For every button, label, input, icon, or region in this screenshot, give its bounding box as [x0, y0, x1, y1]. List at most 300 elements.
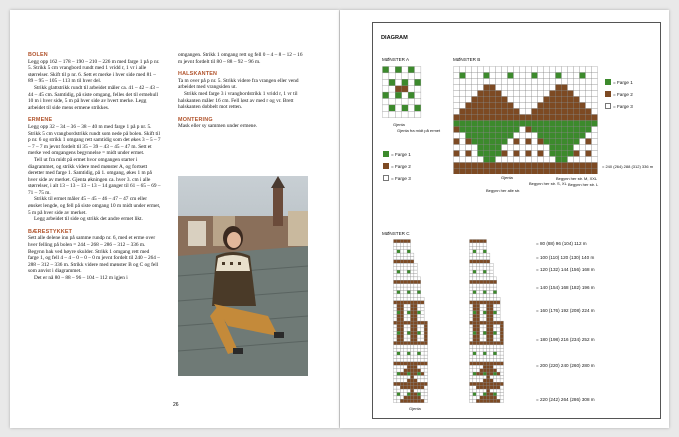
grid-cell — [497, 297, 500, 300]
grid-cell — [417, 389, 420, 392]
grid-cell — [490, 287, 493, 290]
grid-cell — [476, 348, 479, 351]
grid-cell — [470, 376, 473, 379]
grid-cell — [466, 91, 472, 97]
grid-cell — [520, 121, 526, 127]
grid-cell — [496, 121, 502, 127]
grid-cell — [470, 352, 473, 355]
grid-cell — [500, 338, 503, 341]
grid-cell — [400, 297, 403, 300]
grid-cell — [586, 97, 592, 103]
grid-cell — [394, 301, 397, 304]
grid-cell — [424, 379, 427, 382]
stitch-count-c: = 200 (220) 240 (260) 280 m — [536, 363, 595, 368]
grid-cell — [394, 382, 397, 385]
grid-cell — [411, 328, 414, 331]
grid-cell — [470, 342, 473, 345]
grid-cell — [490, 362, 493, 365]
grid-cell — [478, 79, 484, 85]
grid-cell — [493, 335, 496, 338]
grid-cell — [424, 348, 427, 351]
grid-cell — [454, 115, 460, 121]
paragraph: Ta m over på p nr. 5. Strikk videre fra vrangen eller vend arbeidet med vrangsiden ut. — [178, 77, 299, 91]
grid-cell — [424, 335, 427, 338]
grid-cell — [476, 382, 479, 385]
grid-cell — [394, 274, 397, 277]
grid-cell — [424, 376, 427, 379]
grid-cell — [483, 294, 486, 297]
grid-cell — [407, 372, 410, 375]
grid-cell — [473, 372, 476, 375]
grid-cell — [490, 79, 496, 85]
grid-cell — [472, 85, 478, 91]
grid-cell — [514, 103, 520, 109]
grid-cell — [411, 280, 414, 283]
grid-cell — [424, 362, 427, 365]
grid-cell — [470, 389, 473, 392]
grid-cell — [476, 253, 479, 256]
sweater-photo — [178, 176, 308, 376]
grid-cell — [397, 382, 400, 385]
grid-cell — [460, 79, 466, 85]
grid-cell — [407, 362, 410, 365]
grid-cell — [544, 103, 550, 109]
grid-cell — [476, 243, 479, 246]
grid-cell — [414, 321, 417, 324]
grid-cell — [493, 304, 496, 307]
grid-cell — [538, 109, 544, 115]
grid-cell — [514, 163, 520, 169]
grid-cell — [483, 335, 486, 338]
grid-cell — [490, 267, 493, 270]
grid-cell — [394, 284, 397, 287]
grid-cell — [483, 382, 486, 385]
grid-cell — [574, 121, 580, 127]
grid-cell — [497, 399, 500, 402]
grid-cell — [497, 362, 500, 365]
grid-cell — [407, 342, 410, 345]
grid-cell — [414, 297, 417, 300]
grid-cell — [424, 382, 427, 385]
grid-cell — [466, 163, 472, 169]
grid-cell — [550, 151, 556, 157]
grid-cell — [394, 311, 397, 314]
grid-cell — [411, 393, 414, 396]
grid-cell — [493, 355, 496, 358]
grid-cell — [574, 157, 580, 163]
grid-cell — [473, 376, 476, 379]
grid-cell — [562, 85, 568, 91]
grid-cell — [460, 97, 466, 103]
grid-cell — [480, 393, 483, 396]
grid-cell — [544, 91, 550, 97]
grid-cell — [526, 109, 532, 115]
grid-cell — [421, 359, 424, 362]
grid-cell — [454, 169, 460, 175]
grid-cell — [397, 301, 400, 304]
grid-cell — [411, 379, 414, 382]
grid-cell — [397, 274, 400, 277]
grid-cell — [476, 355, 479, 358]
grid-cell — [490, 376, 493, 379]
diagram-frame — [372, 22, 661, 419]
grid-cell — [404, 280, 407, 283]
grid-cell — [424, 325, 427, 328]
grid-cell — [478, 127, 484, 133]
grid-cell — [470, 287, 473, 290]
stitch-count-c: = 80 (88) 96 (104) 112 m — [536, 241, 587, 246]
grid-cell — [526, 97, 532, 103]
grid-cell — [493, 393, 496, 396]
grid-cell — [500, 342, 503, 345]
grid-cell — [400, 311, 403, 314]
grid-cell — [496, 139, 502, 145]
grid-cell — [476, 342, 479, 345]
grid-cell — [400, 318, 403, 321]
grid-cell — [544, 85, 550, 91]
grid-cell — [460, 91, 466, 97]
grid-cell — [480, 318, 483, 321]
grid-cell — [424, 399, 427, 402]
grid-cell — [470, 321, 473, 324]
grid-cell — [414, 308, 417, 311]
grid-cell — [544, 127, 550, 133]
grid-cell — [487, 359, 490, 362]
grid-cell — [476, 345, 479, 348]
grid-cell — [404, 250, 407, 253]
grid-cell — [404, 345, 407, 348]
grid-cell — [473, 250, 476, 253]
grid-cell — [478, 133, 484, 139]
grid-cell — [480, 379, 483, 382]
monster-a-label: MØNSTER A — [382, 57, 410, 62]
grid-cell — [460, 67, 466, 73]
grid-cell — [490, 345, 493, 348]
grid-cell — [394, 335, 397, 338]
grid-cell — [580, 169, 586, 175]
grid-cell — [400, 277, 403, 280]
grid-cell — [408, 92, 414, 98]
grid-cell — [397, 399, 400, 402]
grid-cell — [480, 338, 483, 341]
grid-cell — [556, 115, 562, 121]
grid-cell — [424, 396, 427, 399]
grid-cell — [476, 260, 479, 263]
grid-cell — [480, 399, 483, 402]
grid-cell — [397, 294, 400, 297]
grid-cell — [574, 139, 580, 145]
grid-cell — [497, 365, 500, 368]
grid-cell — [417, 328, 420, 331]
grid-cell — [526, 157, 532, 163]
grid-cell — [473, 393, 476, 396]
grid-cell — [490, 359, 493, 362]
grid-cell — [550, 103, 556, 109]
grid-cell — [415, 99, 421, 105]
grid-cell — [500, 352, 503, 355]
grid-cell — [421, 352, 424, 355]
grid-cell — [562, 109, 568, 115]
grid-cell — [404, 399, 407, 402]
grid-cell — [493, 318, 496, 321]
grid-cell — [538, 73, 544, 79]
grid-cell — [476, 246, 479, 249]
grid-cell — [562, 67, 568, 73]
grid-cell — [493, 345, 496, 348]
grid-cell — [500, 348, 503, 351]
grid-cell — [476, 270, 479, 273]
grid-cell — [400, 267, 403, 270]
grid-cell — [476, 325, 479, 328]
grid-cell — [421, 331, 424, 334]
grid-cell — [526, 85, 532, 91]
grid-cell — [592, 169, 598, 175]
grid-cell — [483, 257, 486, 260]
grid-cell — [421, 379, 424, 382]
grid-cell — [472, 103, 478, 109]
grid-cell — [476, 331, 479, 334]
grid-cell — [496, 145, 502, 151]
grid-cell — [460, 127, 466, 133]
grid-cell — [586, 163, 592, 169]
grid-cell — [480, 314, 483, 317]
grid-cell — [592, 139, 598, 145]
grid-cell — [424, 372, 427, 375]
grid-cell — [592, 109, 598, 115]
grid-cell — [487, 386, 490, 389]
grid-cell — [421, 396, 424, 399]
grid-cell — [397, 277, 400, 280]
grid-cell — [544, 97, 550, 103]
grid-cell — [414, 263, 417, 266]
grid-cell — [383, 86, 389, 92]
grid-cell — [470, 277, 473, 280]
grid-cell — [395, 79, 401, 85]
grid-cell — [414, 331, 417, 334]
grid-cell — [493, 338, 496, 341]
grid-cell — [483, 314, 486, 317]
grid-cell — [424, 352, 427, 355]
grid-cell — [562, 133, 568, 139]
grid-cell — [394, 345, 397, 348]
grid-cell — [411, 284, 414, 287]
grid-cell — [470, 274, 473, 277]
grid-cell — [470, 260, 473, 263]
grid-cell — [480, 311, 483, 314]
grid-cell — [496, 97, 502, 103]
grid-cell — [483, 348, 486, 351]
grid-cell — [483, 352, 486, 355]
grid-cell — [562, 97, 568, 103]
grid-cell — [490, 133, 496, 139]
grid-cell — [592, 67, 598, 73]
grid-cell — [415, 105, 421, 111]
grid-cell — [562, 169, 568, 175]
grid-cell — [580, 121, 586, 127]
grid-cell — [470, 294, 473, 297]
grid-cell — [472, 115, 478, 121]
grid-cell — [417, 386, 420, 389]
grid-cell — [414, 399, 417, 402]
grid-cell — [400, 240, 403, 243]
grid-cell — [404, 277, 407, 280]
grid-cell — [493, 325, 496, 328]
grid-cell — [408, 73, 414, 79]
grid-cell — [480, 389, 483, 392]
grid-cell — [484, 133, 490, 139]
grid-cell — [502, 115, 508, 121]
grid-cell — [454, 85, 460, 91]
grid-cell — [414, 359, 417, 362]
grid-cell — [476, 335, 479, 338]
grid-cell — [417, 348, 420, 351]
grid-cell — [408, 99, 414, 105]
grid-cell — [483, 311, 486, 314]
grid-cell — [586, 85, 592, 91]
grid-cell — [397, 280, 400, 283]
grid-cell — [500, 389, 503, 392]
grid-cell — [493, 369, 496, 372]
grid-cell — [411, 355, 414, 358]
paragraph: Strikk til ermet måler 45 – 45 – 46 – 47 – 47 cm eller ønsket lengde, og fell på siste omgang 10 m midt under ermet, 5 m på hver side av merket. — [28, 196, 161, 216]
grid-cell — [466, 133, 472, 139]
grid-cell — [394, 243, 397, 246]
stitch-count-c: = 180 (198) 216 (234) 252 m — [536, 337, 595, 342]
grid-cell — [476, 250, 479, 253]
grid-cell — [473, 369, 476, 372]
grid-cell — [404, 335, 407, 338]
grid-cell — [397, 331, 400, 334]
grid-cell — [394, 253, 397, 256]
grid-cell — [400, 362, 403, 365]
grid-cell — [568, 103, 574, 109]
grid-cell — [473, 260, 476, 263]
grid-cell — [580, 85, 586, 91]
grid-cell — [568, 163, 574, 169]
legend-label: = Farge 3 — [613, 104, 633, 109]
grid-cell — [414, 376, 417, 379]
grid-cell — [497, 345, 500, 348]
grid-cell — [404, 291, 407, 294]
grid-cell — [411, 291, 414, 294]
grid-cell — [480, 369, 483, 372]
grid-cell — [490, 393, 493, 396]
grid-cell — [394, 389, 397, 392]
paragraph: Legg opp 32 – 34 – 36 – 38 – 40 m med farge 1 på p nr. 5. Strikk 5 cm vrangbordstrikk rundt som nede på bolen. Skift til p nr. 6 og strikk 1 omgang rett samtidig som det økes 3 – 5 – 7 – 7 – 7 m jevnt fordelt til 35 – 39 – 43 – 45 – 47 m. Sett et merke ved omgangens begynnelse = midt under ermet. — [28, 123, 161, 157]
grid-cell — [407, 325, 410, 328]
grid-cell — [454, 79, 460, 85]
grid-cell — [480, 362, 483, 365]
grid-cell — [414, 311, 417, 314]
grid-cell — [454, 133, 460, 139]
grid-cell — [500, 335, 503, 338]
grid-cell — [490, 325, 493, 328]
grid-cell — [493, 399, 496, 402]
grid-cell — [400, 280, 403, 283]
grid-cell — [407, 318, 410, 321]
grid-cell — [532, 67, 538, 73]
monster-c-grid-left — [393, 239, 455, 404]
grid-cell — [417, 321, 420, 324]
grid-cell — [470, 291, 473, 294]
grid-cell — [508, 127, 514, 133]
grid-cell — [487, 284, 490, 287]
paragraph: Legg arbeidet til side og strikk det andre ermet likt. — [34, 216, 143, 223]
grid-cell — [404, 352, 407, 355]
grid-cell — [473, 263, 476, 266]
grid-cell — [568, 151, 574, 157]
grid-cell — [394, 386, 397, 389]
grid-cell — [404, 301, 407, 304]
grid-cell — [538, 133, 544, 139]
grid-cell — [538, 79, 544, 85]
grid-cell — [497, 352, 500, 355]
grid-cell — [407, 345, 410, 348]
grid-cell — [407, 253, 410, 256]
grid-cell — [417, 311, 420, 314]
begynn-s-xl-label: Begynn her str. S, XL — [529, 181, 567, 186]
grid-cell — [417, 345, 420, 348]
grid-cell — [454, 97, 460, 103]
grid-cell — [483, 325, 486, 328]
grid-cell — [483, 308, 486, 311]
grid-cell — [473, 365, 476, 368]
grid-cell — [476, 257, 479, 260]
grid-cell — [394, 308, 397, 311]
grid-cell — [484, 169, 490, 175]
grid-cell — [487, 389, 490, 392]
grid-cell — [497, 311, 500, 314]
grid-cell — [544, 169, 550, 175]
grid-cell — [592, 85, 598, 91]
grid-cell — [514, 67, 520, 73]
grid-cell — [394, 342, 397, 345]
grid-cell — [526, 133, 532, 139]
monster-c-label: MØNSTER C — [382, 231, 410, 236]
grid-cell — [514, 139, 520, 145]
grid-cell — [404, 369, 407, 372]
grid-cell — [414, 372, 417, 375]
grid-cell — [478, 73, 484, 79]
grid-cell — [466, 97, 472, 103]
grid-cell — [397, 260, 400, 263]
grid-cell — [408, 67, 414, 73]
grid-cell — [460, 151, 466, 157]
grid-cell — [470, 338, 473, 341]
grid-cell — [470, 382, 473, 385]
grid-cell — [400, 314, 403, 317]
grid-cell — [414, 389, 417, 392]
grid-cell — [480, 260, 483, 263]
grid-cell — [395, 111, 401, 117]
grid-cell — [493, 352, 496, 355]
grid-cell — [383, 92, 389, 98]
grid-cell — [483, 291, 486, 294]
grid-cell — [487, 399, 490, 402]
grid-cell — [424, 386, 427, 389]
grid-cell — [520, 73, 526, 79]
grid-cell — [421, 321, 424, 324]
grid-cell — [538, 121, 544, 127]
grid-cell — [466, 151, 472, 157]
grid-cell — [466, 145, 472, 151]
grid-cell — [414, 328, 417, 331]
grid-cell — [502, 133, 508, 139]
grid-cell — [454, 73, 460, 79]
grid-cell — [538, 169, 544, 175]
grid-cell — [394, 331, 397, 334]
grid-cell — [532, 121, 538, 127]
